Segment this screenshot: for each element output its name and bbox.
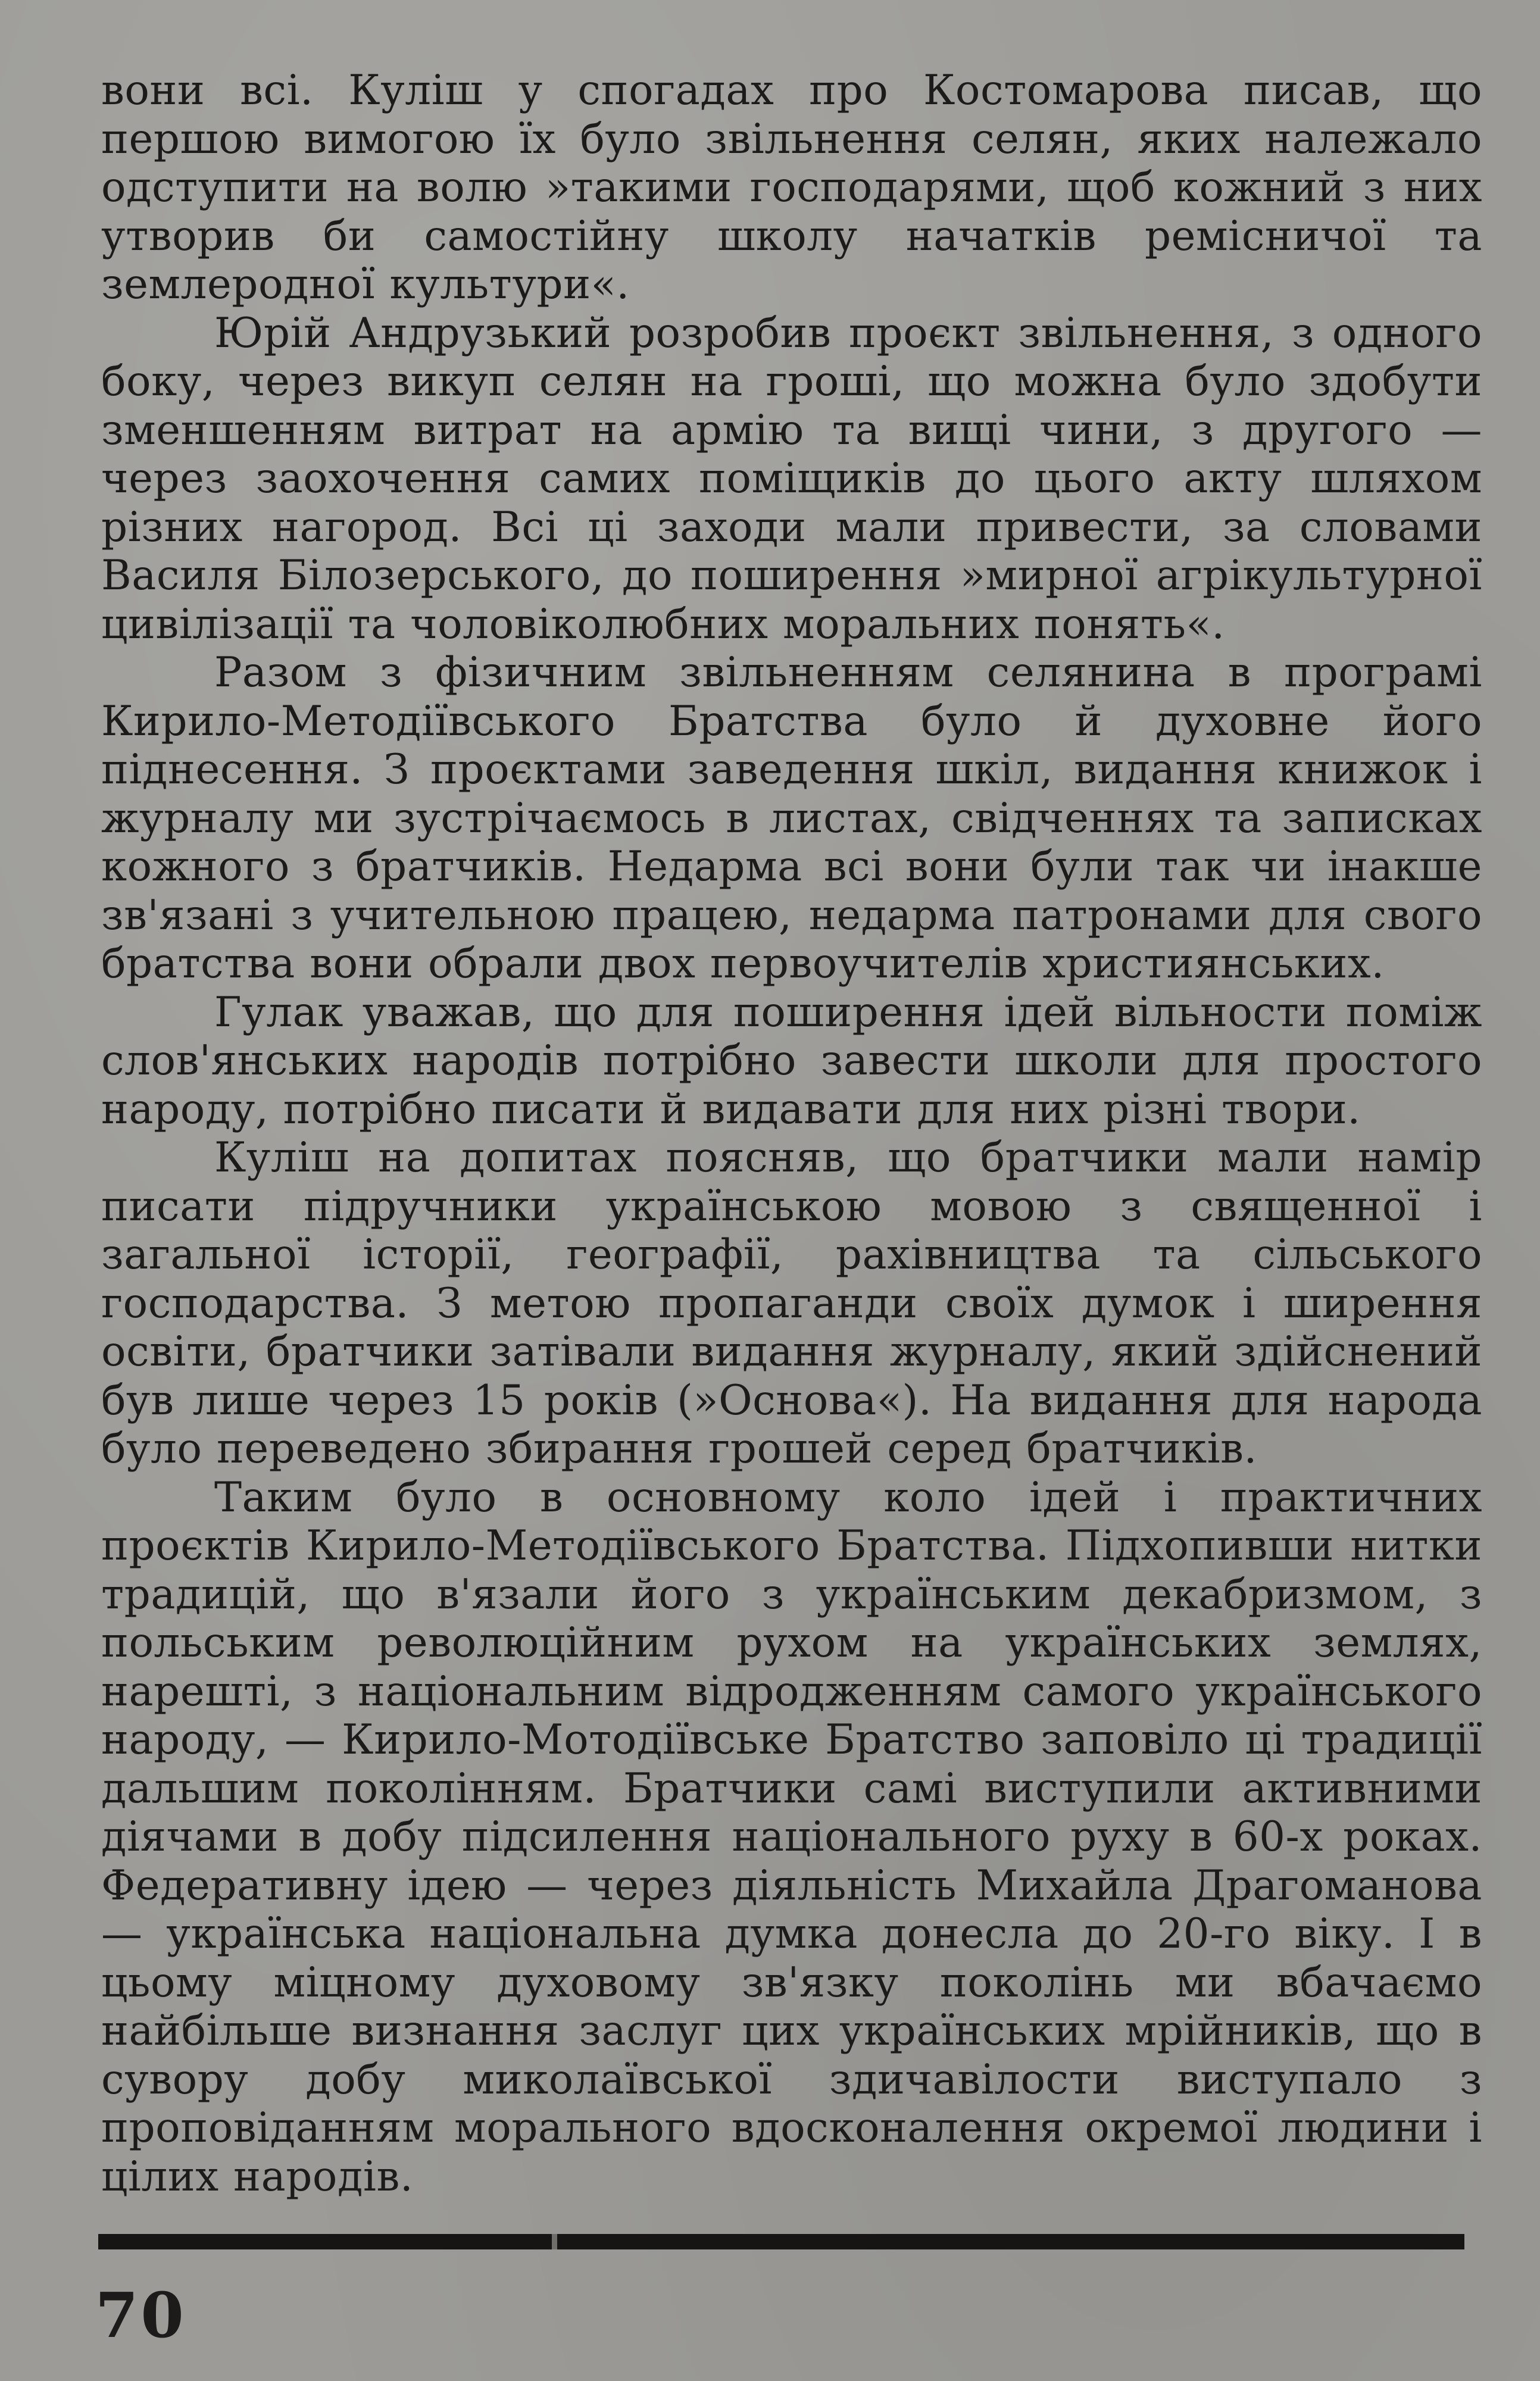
- paragraph-continuation: вони всі. Куліш у спогадах про Костомарова писав, що першою вимогою їх було звільнення селян, яких належало одступити на волю »такими господарями, щоб кожний з них утворив би самостійну школу начатків ремісничої та землеродної культури«.: [101, 67, 1482, 308]
- page-number: 70: [95, 2279, 186, 2352]
- paragraph-andruzky: Юрій Андрузький розробив проєкт звільнення, з одного боку, через викуп селян на гроші, що можна було здобути зменшенням витрат на армію та вищі чини, з другого — через заохочення самих поміщиків до цього акту шляхом різних нагород. Всі ці заходи мали привести, за словами Василя Білозерського, до поширення »мирної агрікультурної цивілізації та чоловіколюбних моральних понять«.: [101, 309, 1482, 648]
- footer-rule-gap: [552, 2234, 557, 2249]
- body-text: [101, 67, 1482, 2201]
- paragraph-hulak: Гулак уважав, що для поширення ідей вільности поміж слов'янських народів потрібно завести школи для простого народу, потрібно писати й видавати для них різні твори.: [101, 988, 1482, 1133]
- footer-rule: [98, 2234, 1464, 2249]
- paragraph-kulish-interrogation: Куліш на допитах поясняв, що братчики мали намір писати підручники українською мовою з священної і загальної історії, географії, рахівництва та сільського господарства. З метою пропаганди своїх думок і ширення освіти, братчики затівали видання журналу, який здійснений був лише через 15 років (»Основа«). На видання для народа було переведено збирання грошей серед братчиків.: [101, 1134, 1482, 1473]
- paragraph-conclusion: Таким було в основному коло ідей і практичних проєктів Кирило-Методіївського Братства. Підхопивши нитки традицій, що в'язали його з українським декабризмом, з польським революційним рухом на українських землях, нарешті, з національним відродженням самого українського народу, — Кирило-Мотодіївське Братство заповіло ці традиції дальшим поколінням. Братчики самі виступили активними діячами в добу підсилення національного руху в 60-х роках. Федеративну ідею — через діяльність Михайла Драгоманова — українська національна думка донесла до 20-го віку. І в цьому міцному духовому зв'язку поколінь ми вбачаємо найбільше визнання заслуг цих українських мрійників, що в сувору добу миколаївської здичавілости виступало з проповіданням морального вдосконалення окремої людини і цілих народів.: [101, 1473, 1482, 2201]
- paragraph-spiritual-elevation: Разом з фізичним звільненням селянина в програмі Кирило-Методіївського Братства було й духовне його піднесення. З проєктами заведення шкіл, видання книжок і журналу ми зустрічаємось в листах, свідченнях та записках кожного з братчиків. Недарма всі вони були так чи інакше зв'язані з учительною працею, недарма патронами для свого братства вони обрали двох первоучителів християнських.: [101, 649, 1482, 988]
